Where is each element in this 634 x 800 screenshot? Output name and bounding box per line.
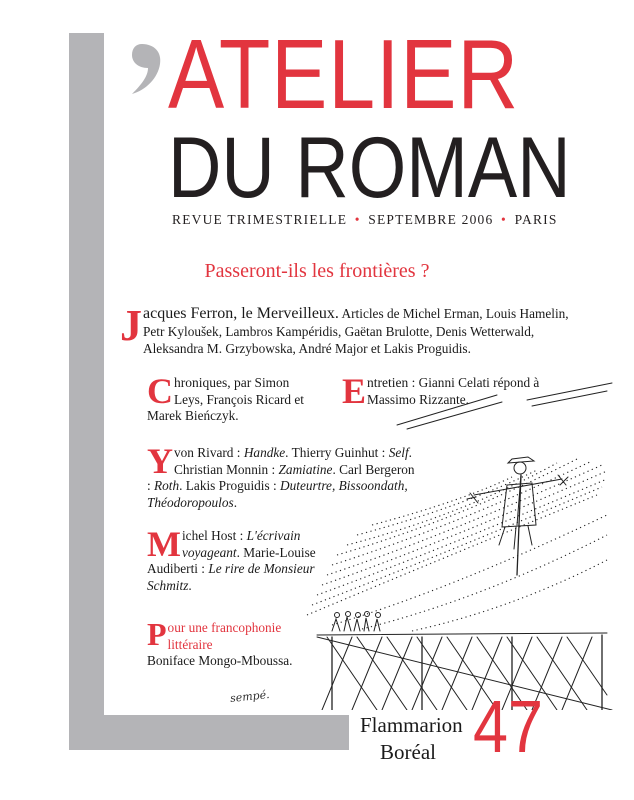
masthead-subtitle xyxy=(172,212,558,228)
subtitle-date: SEPTEMBRE 2006 xyxy=(368,212,494,227)
chroniques-block xyxy=(147,371,317,425)
essays-text: . Thierry Guinhut : xyxy=(285,445,389,460)
illustrator-signature: sempé. xyxy=(229,687,271,706)
travel-block xyxy=(147,524,317,594)
issue-theme-heading: Passeront-ils les frontières ? xyxy=(204,260,430,282)
essays-text: . Carl Bergeron : xyxy=(147,461,415,493)
entretien-lead: ntretien xyxy=(367,375,409,390)
essays-text: . xyxy=(233,494,238,510)
chroniques-text: Simon Leys, François Ricard et Marek Bieńczyk. xyxy=(147,375,304,423)
essays-text: . Christian Monnin : xyxy=(174,445,412,477)
subtitle-city: PARIS xyxy=(514,212,558,227)
masthead-title-line2: DU ROMAN xyxy=(168,120,571,216)
feature-text: Articles de Michel Erman, Louis Hamelin, Petr Kyloušek, Lambros Kampéridis, Gaëtan Brulotte, Denis Wetterwald, Aleksandra M. Grzybowska, André Major et Lakis Proguidis. xyxy=(143,306,569,356)
essays-title: Handke xyxy=(243,445,286,460)
drop-cap: Y xyxy=(147,441,173,481)
travel-title: L'écrivain voyageant xyxy=(181,528,301,560)
feature-article-block xyxy=(120,301,575,358)
drop-cap: P xyxy=(147,616,167,652)
subtitle-separator: • xyxy=(354,212,361,227)
travel-title: Le rire de Monsieur Schmitz xyxy=(147,561,315,593)
essays-title: Zamiatine xyxy=(278,461,333,477)
feature-lead: acques Ferron, le Merveilleux. xyxy=(143,305,339,322)
subtitle-separator: • xyxy=(501,212,507,227)
essays-title: Duteurtre, Bissoondath, Théodoropoulos xyxy=(147,478,408,510)
francophonie-author: Boniface Mongo-Mboussa. xyxy=(147,653,293,668)
travel-text: ichel Host : xyxy=(181,528,247,543)
drop-cap: E xyxy=(342,371,367,411)
masthead-title-line1: ATELIER xyxy=(168,19,520,129)
issue-number: 47 xyxy=(473,685,543,768)
travel-text: . Marie-Louise Audiberti : xyxy=(147,544,316,576)
subtitle-revue: REVUE TRIMESTRIELLE xyxy=(172,212,348,227)
drop-cap: M xyxy=(147,524,181,564)
gray-l-vertical-bar xyxy=(69,33,104,750)
publisher-flammarion: Flammarion xyxy=(360,713,463,737)
essays-text: . Lakis Proguidis : xyxy=(179,478,280,493)
travel-text: . xyxy=(188,577,192,593)
gray-l-horizontal-bar xyxy=(69,715,349,750)
apostrophe-mark xyxy=(128,40,166,96)
essays-title: Roth xyxy=(154,478,180,493)
publisher-boreal: Boréal xyxy=(380,740,436,764)
scarecrow-field-illustration xyxy=(302,371,622,710)
chroniques-lead: hroniques, par xyxy=(174,375,252,390)
drop-cap: C xyxy=(147,371,173,411)
francophonie-block xyxy=(147,616,327,670)
essays-text: von Rivard : xyxy=(174,445,244,460)
entretien-text: : Gianni Celati répond à Massimo Rizzante. xyxy=(367,375,540,407)
francophonie-heading: our une francophonie littéraire xyxy=(167,620,282,652)
essays-title: Self xyxy=(388,445,409,460)
drop-cap: J xyxy=(120,301,142,350)
